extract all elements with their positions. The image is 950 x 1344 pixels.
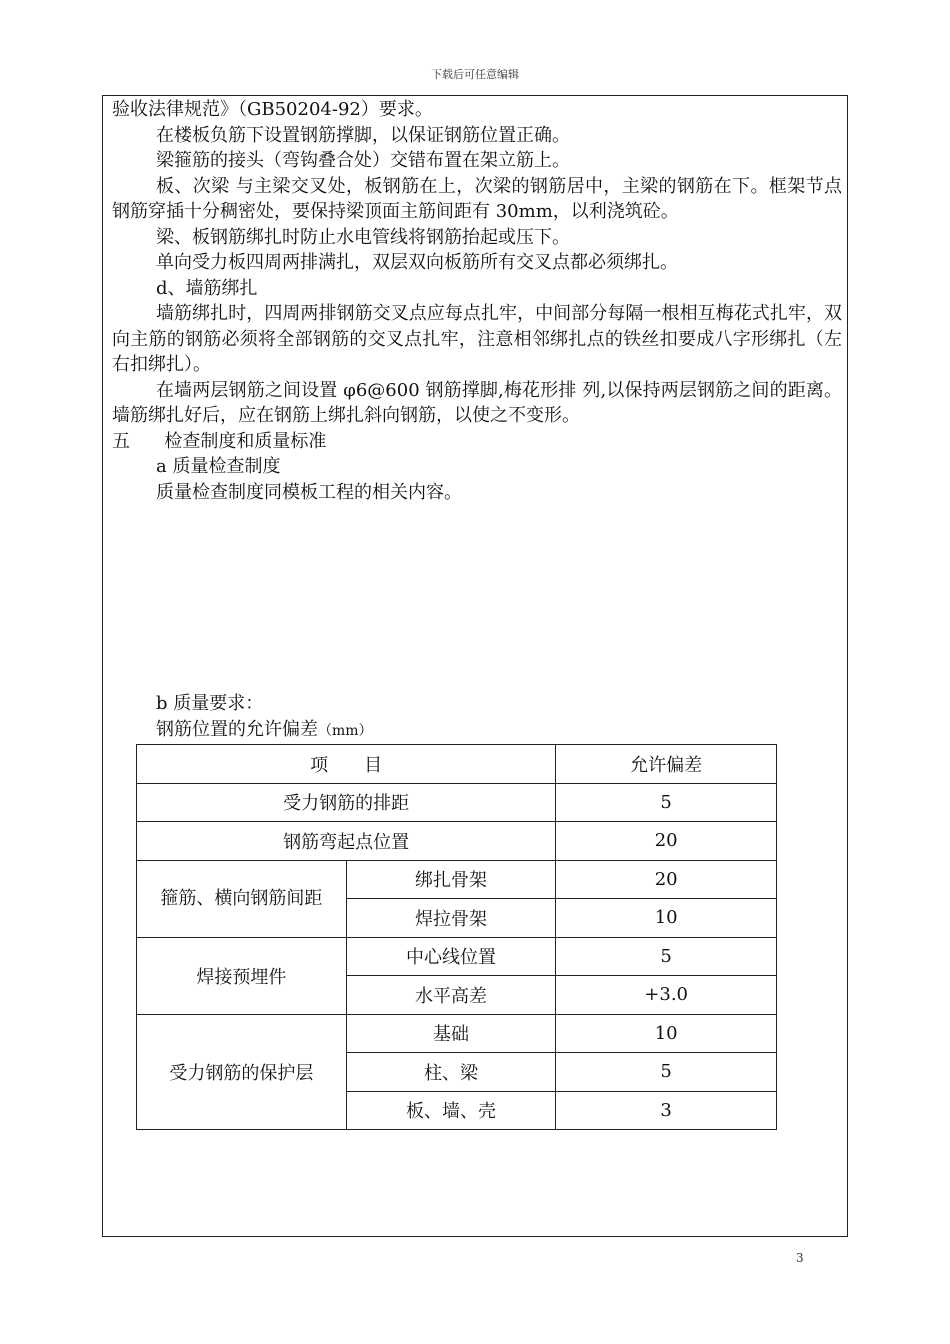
paragraph-conduit-warning: 梁、板钢筋绑扎时防止水电管线将钢筋抬起或压下。 <box>156 226 570 248</box>
heading-wall-rebar: d、墙筋绑扎 <box>156 277 258 299</box>
subitem-cell: 基础 <box>346 1014 556 1053</box>
paragraph-wall-tying: 墙筋绑扎时，四周两排钢筋交叉点应每点扎牢，中间部分每隔一根相互梅花式扎牢，双向主筋的钢筋必须将全部钢筋的交叉点扎牢，注意相邻绑扎点的铁丝扣要成八字形绑扎（左右扣绑扎）。 <box>112 303 842 375</box>
paragraph-standard-reference: 验收法律规范》（GB50204-92）要求。 <box>112 99 433 120</box>
group-label-cell: 受力钢筋的保护层 <box>137 1014 347 1130</box>
tolerance-table <box>136 744 777 1130</box>
header-tolerance-cell: 允许偏差 <box>556 745 777 784</box>
paragraph-stirrup-joint: 梁箍筋的接头（弯钩叠合处）交错布置在架立筋上。 <box>156 150 570 171</box>
value-cell: 5 <box>556 937 777 976</box>
subheading-quality-requirements: b 质量要求： <box>156 693 264 714</box>
quality-requirements <box>156 691 373 744</box>
table-row <box>137 783 777 822</box>
value-cell: 20 <box>556 822 777 861</box>
subitem-cell: 水平高差 <box>346 976 556 1015</box>
item-cell: 受力钢筋的排距 <box>137 783 556 822</box>
subitem-cell: 焊拉骨架 <box>346 899 556 938</box>
value-cell: 20 <box>556 860 777 899</box>
table-row <box>137 860 777 899</box>
page-number: 3 <box>796 1251 804 1265</box>
subheading-quality-inspection: a 质量检查制度 <box>156 456 281 477</box>
paragraph-beam-intersection: 板、次梁 与主梁交叉处，板钢筋在上，次梁的钢筋居中，主梁的钢筋在下。框架节点钢筋穿插十分稠密处，要保持梁顶面主筋间距有 30mm，以利浇筑砼。 <box>112 175 842 222</box>
paragraph-wall-spacer: 在墙两层钢筋之间设置 φ6@600 钢筋撑脚,梅花形排 列,以保持两层钢筋之间的距离。墙筋绑扎好后，应在钢筋上绑扎斜向钢筋，以使之不变形。 <box>112 379 842 426</box>
value-cell: 10 <box>556 899 777 938</box>
value-cell: 10 <box>556 1014 777 1053</box>
paragraph-slab-support: 在楼板负筋下设置钢筋撑脚，以保证钢筋位置正确。 <box>156 124 570 146</box>
group-label-cell: 箍筋、横向钢筋间距 <box>137 860 347 937</box>
header-item-cell: 项 目 <box>137 745 556 784</box>
section-title: 检查制度和质量标准 <box>164 430 327 452</box>
section-heading <box>112 429 842 455</box>
subitem-cell: 中心线位置 <box>346 937 556 976</box>
group-label-cell: 焊接预埋件 <box>137 937 347 1014</box>
table-caption-unit: （mm） <box>318 723 373 739</box>
paragraph-tie-pattern: 单向受力板四周两排满扎，双层双向板筋所有交叉点都必须绑扎。 <box>156 252 678 273</box>
subitem-cell: 柱、梁 <box>346 1053 556 1092</box>
table-row <box>137 1014 777 1053</box>
section-number: 五 <box>112 430 130 452</box>
table-row <box>137 745 777 784</box>
page-header-note: 下载后可任意编辑 <box>431 68 519 81</box>
table-row <box>137 822 777 861</box>
table-caption <box>156 717 373 744</box>
subitem-cell: 绑扎骨架 <box>346 860 556 899</box>
subitem-cell: 板、墙、壳 <box>346 1091 556 1130</box>
table-caption-text: 钢筋位置的允许偏差 <box>156 719 318 740</box>
table-row <box>137 937 777 976</box>
value-cell: 5 <box>556 783 777 822</box>
value-cell: 5 <box>556 1053 777 1092</box>
value-cell: 3 <box>556 1091 777 1130</box>
paragraph-quality-inspection: 质量检查制度同模板工程的相关内容。 <box>156 481 462 503</box>
value-cell: +3.0 <box>556 976 777 1015</box>
body-text <box>112 97 842 505</box>
item-cell: 钢筋弯起点位置 <box>137 822 556 861</box>
